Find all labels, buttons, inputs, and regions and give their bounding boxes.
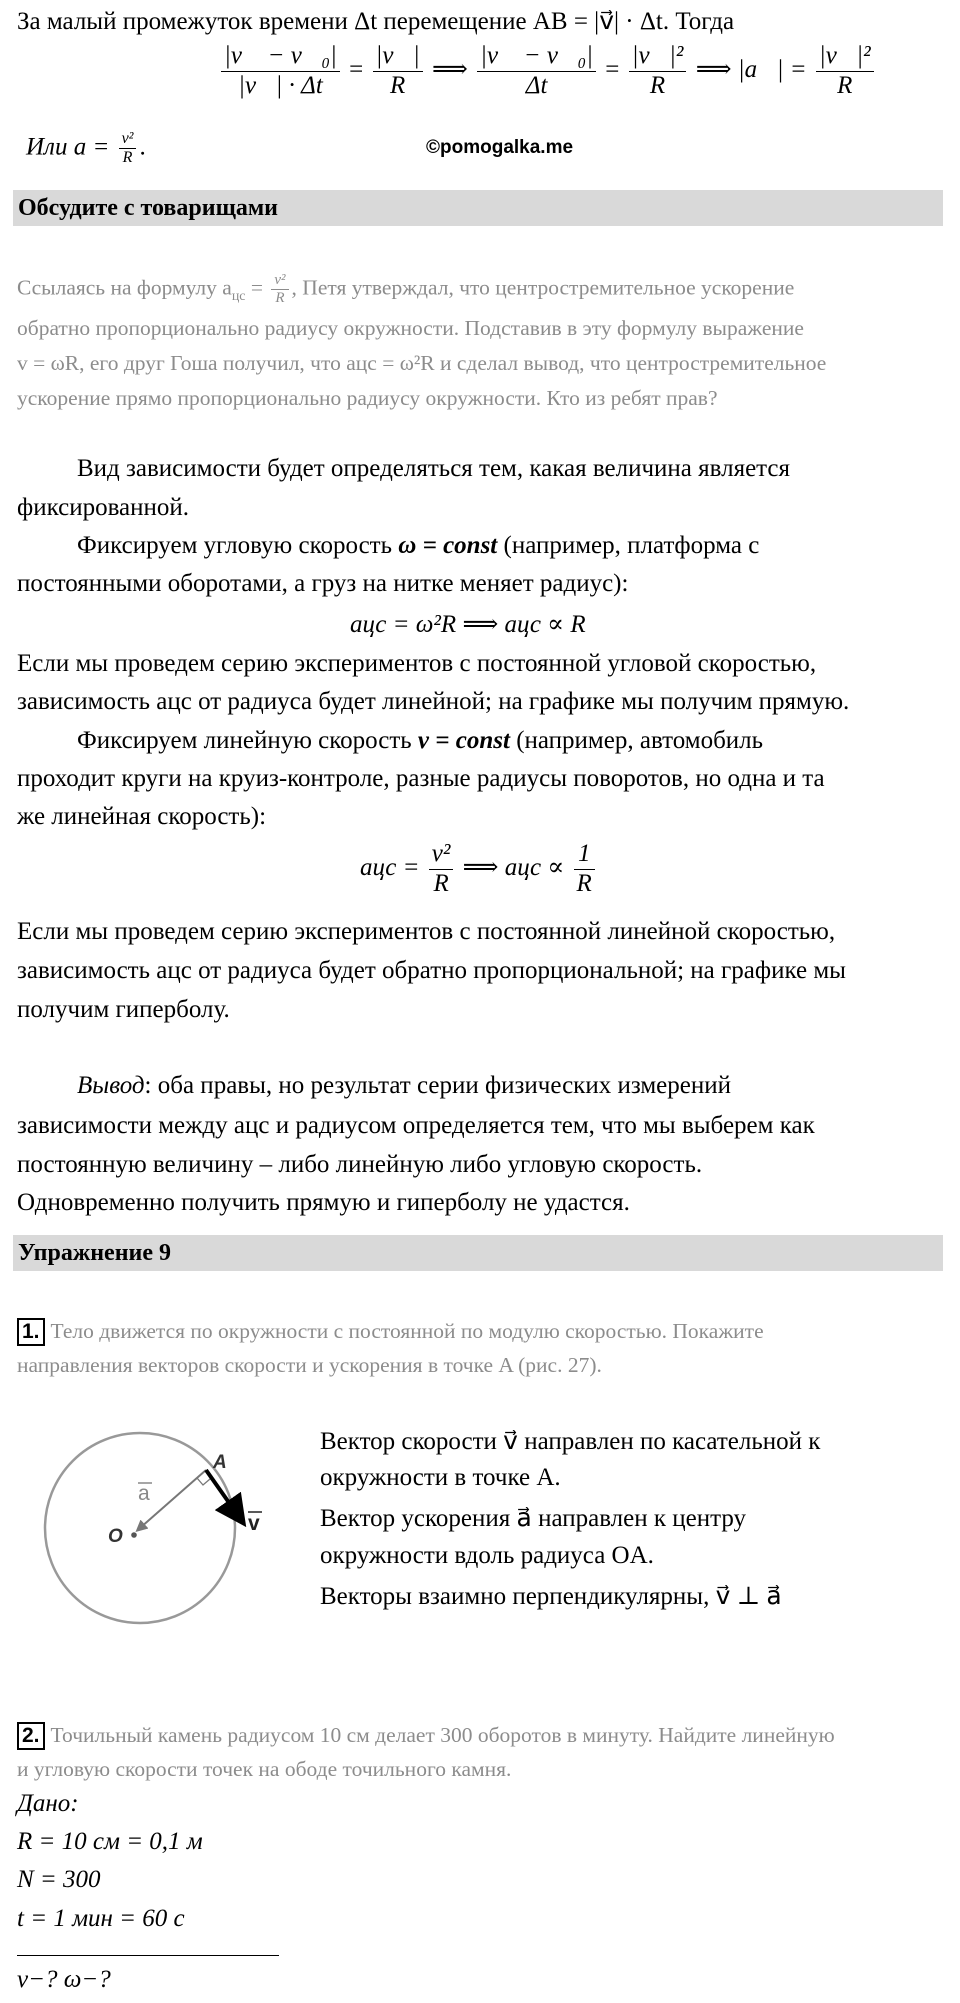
text-line: зависимость aцс от радиуса будет линейной; на графике мы получим прямую.: [17, 688, 850, 715]
text-line: постоянную величину – либо линейную либо угловую скорость.: [17, 1151, 703, 1178]
answer-line: окружности в точке A.: [320, 1464, 561, 1491]
question-line: Ссылаясь на формулу $a_{цс}$ = $\frac{\text{v²}}{R}$ , Петя утверждал, что центростремительное ускорение: [17, 272, 795, 307]
fraction: $\frac{\text{|v⃗ − v⃗₀|}}{\Delta t}$: [477, 42, 596, 101]
conclusion-line: Вывод: оба правы, но результат серии физических измерений: [77, 1072, 731, 1099]
text-line: За малый промежуток времени Δt перемещение AB = |v⃗| · Δt. Тогда: [17, 8, 735, 35]
circle-figure: [30, 1418, 270, 1628]
label-acceleration: a: [138, 1482, 150, 1505]
acceleration-vector: [140, 1470, 206, 1528]
formula-linear: aцс = $\frac{\text{v²}}{R}$ ⟹ aцс ∝ $\frac{1}{R}$: [360, 840, 598, 899]
formula-angular: aцс = ω²R ⟹ aцс ∝ R: [350, 611, 586, 638]
text-line: Если мы проведем серию экспериментов с постоянной линейной скоростью,: [17, 918, 836, 945]
fraction: $\frac{\text{|v⃗|²}}{R}$: [629, 42, 687, 101]
answer-line: Вектор скорости v⃗ направлен по касательной к: [320, 1428, 821, 1455]
center-point: [131, 1532, 137, 1538]
task-line: направления векторов скорости и ускорения в точке A (рис. 27).: [17, 1353, 602, 1377]
velocity-vector: [206, 1470, 237, 1514]
fraction: $\frac{\text{|v⃗|²}}{R}$: [816, 42, 874, 101]
fraction: $\frac{1}{R}$: [574, 840, 595, 899]
question-line: v = ωR, его друг Гоша получил, что aцс = ω²R и сделал вывод, что центростремительное: [17, 351, 827, 375]
section-header: Упражнение 9: [13, 1235, 943, 1271]
text-line: Фиксируем угловую скорость ω = const (например, платформа с: [77, 532, 760, 559]
text-line: фиксированной.: [17, 494, 190, 521]
text-line: постоянными оборотами, а груз на нитке меняет радиус):: [17, 570, 629, 597]
given-line: t = 1 мин = 60 с: [17, 1905, 185, 1932]
answer-line: Векторы взаимно перпендикулярны, v⃗ ⊥ a⃗: [320, 1583, 782, 1610]
fraction: $\frac{\text{v²}}{R}$: [271, 272, 288, 308]
answer-line: Вектор ускорения a⃗ направлен к центру: [320, 1505, 747, 1532]
task-line: 2. Точильный камень радиусом 10 см делает 300 оборотов в минуту. Найдите линейную: [17, 1722, 835, 1750]
text-line: же линейная скорость):: [17, 803, 267, 830]
answer-line: окружности вдоль радиуса OA.: [320, 1542, 654, 1569]
find-line: v−? ω−?: [17, 1966, 111, 1993]
watermark: ©pomogalka.me: [426, 137, 574, 158]
given-line: R = 10 см = 0,1 м: [17, 1828, 203, 1855]
text-line: проходит круги на круиз-контроле, разные радиусы поворотов, но одна и та: [17, 765, 825, 792]
text-line: получим гиперболу.: [17, 996, 230, 1023]
text-line: Одновременно получить прямую и гиперболу не удастся.: [17, 1189, 630, 1216]
or-formula: Или a = $\frac{\text{v²}}{R}$ .: [26, 130, 146, 167]
task-number: 2.: [17, 1722, 45, 1750]
divider: [17, 1955, 279, 1956]
fraction: $\frac{\text{v²}}{R}$: [429, 840, 454, 899]
task-line: и угловую скорости точек на ободе точильного камня.: [17, 1757, 512, 1781]
given-line: N = 300: [17, 1866, 101, 1893]
fraction: $\frac{\text{v²}}{R}$: [119, 130, 137, 168]
text-line: зависимость aцс от радиуса будет обратно пропорциональной; на графике мы: [17, 957, 846, 984]
task-number: 1.: [17, 1318, 45, 1346]
label-o-point: O: [108, 1526, 123, 1547]
label-velocity: v: [248, 1512, 260, 1535]
right-angle-mark: [197, 1478, 210, 1485]
given-label: Дано:: [17, 1790, 79, 1817]
text-line: Вид зависимости будет определяться тем, какая величина является: [77, 455, 791, 482]
question-line: ускорение прямо пропорционально радиусу окружности. Кто из ребят прав?: [17, 386, 718, 410]
equation-velocity-change: $\frac{\text{|v⃗ − v⃗₀|}}{|v⃗| \cdot \Delta t}$ = $\frac{|v⃗|}{R}$ ⟹ $\frac{\text{|v⃗ − v⃗₀|}}{\Delta t}$ = $\frac{\text{|v⃗|²}}{R}$ ⟹ |a⃗| = $\frac{\text{|v⃗|²}}{R}$: [218, 42, 877, 101]
text-line: Фиксируем линейную скорость v = const (например, автомобиль: [77, 727, 764, 754]
section-header: Обсудите с товарищами: [13, 190, 943, 226]
task-line: 1. Тело движется по окружности с постоянной по модулю скоростью. Покажите: [17, 1318, 764, 1346]
fraction: $\frac{\text{|v⃗ − v⃗₀|}}{|v⃗| \cdot \Delta t}$: [221, 42, 340, 101]
fraction: $\frac{|v⃗|}{R}$: [373, 42, 423, 101]
text-line: зависимости между aцс и радиусом определяется тем, что мы выберем как: [17, 1112, 815, 1139]
text-line: Если мы проведем серию экспериментов с постоянной угловой скоростью,: [17, 650, 817, 677]
label-a-point: A: [213, 1452, 227, 1473]
question-line: обратно пропорционально радиусу окружности. Подставив в эту формулу выражение: [17, 316, 804, 340]
